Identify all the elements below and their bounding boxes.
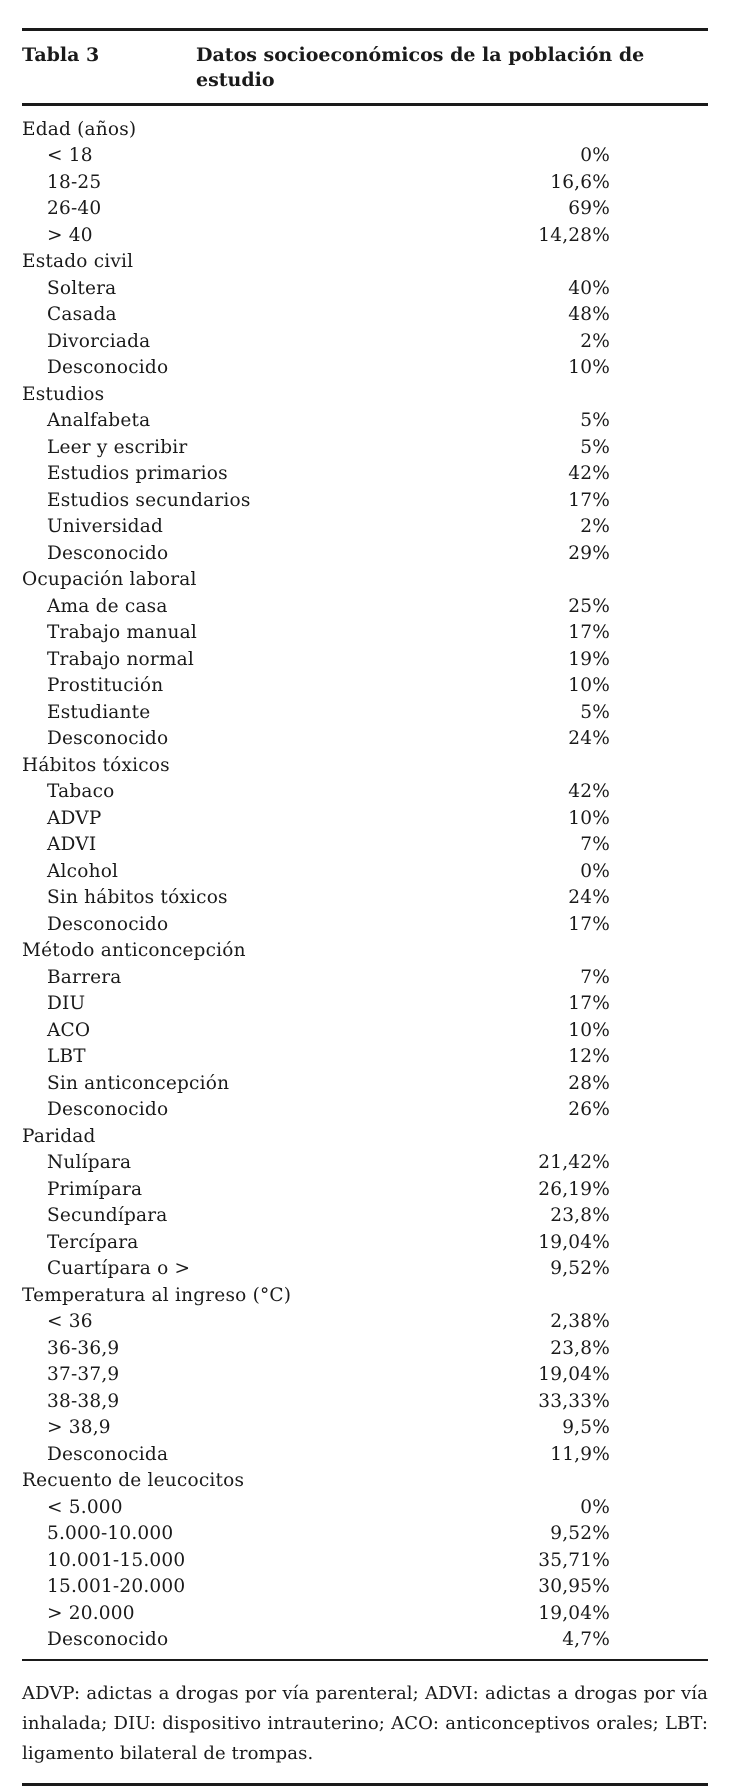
row-value: 16,6%	[550, 171, 610, 193]
row-label: > 40	[47, 224, 93, 246]
group-label: Estado civil	[22, 251, 134, 273]
row-label: Trabajo normal	[47, 648, 195, 670]
table-row	[22, 1309, 708, 1336]
row-label: 37-37,9	[47, 1364, 120, 1386]
table-row	[22, 805, 708, 832]
row-value: 17%	[568, 489, 610, 511]
row-label: Soltera	[47, 277, 117, 299]
table-row	[22, 1203, 708, 1230]
bottom-rule	[22, 1783, 708, 1786]
row-value: 40%	[568, 277, 610, 299]
table-row	[22, 169, 708, 196]
table-row	[22, 1388, 708, 1415]
table-row	[22, 1494, 708, 1521]
group-heading	[22, 938, 708, 965]
group-heading	[22, 567, 708, 594]
row-label: ACO	[47, 1019, 91, 1041]
row-value: 0%	[580, 860, 610, 882]
table-row	[22, 540, 708, 567]
row-label: 15.001-20.000	[47, 1576, 186, 1598]
table-row	[22, 434, 708, 461]
row-value: 29%	[568, 542, 610, 564]
group-heading	[22, 1282, 708, 1309]
row-label: Universidad	[47, 516, 163, 538]
group-label: Estudios	[22, 383, 105, 405]
row-label: > 38,9	[47, 1417, 111, 1439]
row-label: 5.000-10.000	[47, 1523, 174, 1545]
row-value: 23,8%	[550, 1337, 610, 1359]
row-value: 42%	[568, 781, 610, 803]
table-row	[22, 1627, 708, 1654]
row-value: 19,04%	[538, 1364, 610, 1386]
table-container	[22, 28, 708, 1786]
table-body	[22, 106, 708, 1659]
row-value: 4,7%	[562, 1629, 610, 1651]
row-label: Desconocido	[47, 542, 169, 564]
row-value: 7%	[580, 966, 610, 988]
group-label: Ocupación laboral	[22, 569, 197, 591]
row-value: 26,19%	[538, 1178, 610, 1200]
table-row	[22, 1176, 708, 1203]
row-label: Divorciada	[47, 330, 151, 352]
row-label: Desconocido	[47, 1629, 169, 1651]
row-label: Alcohol	[47, 860, 119, 882]
group-label: Edad (años)	[22, 118, 137, 140]
table-row	[22, 620, 708, 647]
row-value: 17%	[568, 622, 610, 644]
row-label: Analfabeta	[47, 410, 151, 432]
table-row	[22, 514, 708, 541]
table-row	[22, 911, 708, 938]
row-label: Casada	[47, 304, 117, 326]
row-label: Leer y escribir	[47, 436, 188, 458]
row-value: 0%	[580, 145, 610, 167]
table-row	[22, 991, 708, 1018]
table-row	[22, 487, 708, 514]
row-value: 25%	[568, 595, 610, 617]
table-row	[22, 1044, 708, 1071]
row-value: 10%	[568, 675, 610, 697]
table-row	[22, 1017, 708, 1044]
row-label: < 18	[47, 145, 93, 167]
table-row	[22, 1256, 708, 1283]
row-label: Estudios secundarios	[47, 489, 251, 511]
row-value: 26%	[568, 1099, 610, 1121]
row-label: 18-25	[47, 171, 102, 193]
table-title: Datos socioeconómicos de la población de estudio	[196, 44, 645, 91]
row-label: Desconocida	[47, 1443, 169, 1465]
group-label: Recuento de leucocitos	[22, 1470, 245, 1492]
group-heading	[22, 1123, 708, 1150]
group-label: Temperatura al ingreso (°C)	[22, 1284, 292, 1306]
row-value: 19,04%	[538, 1231, 610, 1253]
row-label: Tabaco	[47, 781, 115, 803]
row-value: 48%	[568, 304, 610, 326]
table-row	[22, 1229, 708, 1256]
row-value: 11,9%	[550, 1443, 610, 1465]
table-row	[22, 646, 708, 673]
row-value: 2%	[580, 516, 610, 538]
row-value: 23,8%	[550, 1205, 610, 1227]
table-footnote: ADVP: adictas a drogas por vía parenteral; ADVI: adictas a drogas por vía inhalada; DIU: dispositivo intrauterino; ACO: anticonceptivos orales; LBT: ligamento bilateral de trompas.	[22, 1683, 708, 1764]
row-label: 26-40	[47, 198, 102, 220]
row-label: 10.001-15.000	[47, 1549, 186, 1571]
table-row	[22, 1150, 708, 1177]
table-row	[22, 222, 708, 249]
table-row	[22, 885, 708, 912]
row-value: 17%	[568, 913, 610, 935]
row-label: ADVI	[47, 834, 97, 856]
row-value: 30,95%	[538, 1576, 610, 1598]
table-row	[22, 1362, 708, 1389]
row-label: Estudiante	[47, 701, 151, 723]
row-label: Estudios primarios	[47, 463, 228, 485]
table-row	[22, 726, 708, 753]
row-label: Tercípara	[47, 1231, 139, 1253]
row-value: 9,5%	[562, 1417, 610, 1439]
table-row	[22, 1415, 708, 1442]
row-value: 10%	[568, 1019, 610, 1041]
row-label: Nulípara	[47, 1152, 132, 1174]
row-label: Secundípara	[47, 1205, 168, 1227]
row-label: Desconocido	[47, 728, 169, 750]
row-value: 69%	[568, 198, 610, 220]
row-value: 2,38%	[550, 1311, 610, 1333]
table-row	[22, 593, 708, 620]
table-row	[22, 143, 708, 170]
row-value: 2%	[580, 330, 610, 352]
row-label: LBT	[47, 1046, 86, 1068]
row-label: < 5.000	[47, 1496, 123, 1518]
table-label: Tabla 3	[22, 44, 100, 66]
row-label: 36-36,9	[47, 1337, 120, 1359]
row-label: Primípara	[47, 1178, 143, 1200]
row-label: 38-38,9	[47, 1390, 120, 1412]
row-value: 9,52%	[550, 1258, 610, 1280]
row-value: 24%	[568, 887, 610, 909]
table-row	[22, 302, 708, 329]
table-row	[22, 1441, 708, 1468]
row-value: 24%	[568, 728, 610, 750]
table-row	[22, 858, 708, 885]
row-label: DIU	[47, 993, 86, 1015]
row-label: Desconocido	[47, 913, 169, 935]
table-row	[22, 673, 708, 700]
table-row	[22, 355, 708, 382]
row-value: 12%	[568, 1046, 610, 1068]
row-label: > 20.000	[47, 1602, 135, 1624]
table-row	[22, 1600, 708, 1627]
table-row	[22, 1097, 708, 1124]
group-heading	[22, 381, 708, 408]
table-row	[22, 408, 708, 435]
row-label: Desconocido	[47, 1099, 169, 1121]
row-label: Prostitución	[47, 675, 164, 697]
table-row	[22, 461, 708, 488]
group-heading	[22, 116, 708, 143]
group-label: Método anticoncepción	[22, 940, 246, 962]
row-label: Barrera	[47, 966, 122, 988]
row-value: 5%	[580, 701, 610, 723]
table-row	[22, 1547, 708, 1574]
table-row	[22, 196, 708, 223]
group-heading	[22, 249, 708, 276]
row-label: < 36	[47, 1311, 93, 1333]
row-label: Sin hábitos tóxicos	[47, 887, 228, 909]
row-value: 19%	[568, 648, 610, 670]
row-label: Trabajo manual	[47, 622, 197, 644]
group-heading	[22, 752, 708, 779]
row-value: 19,04%	[538, 1602, 610, 1624]
row-value: 21,42%	[538, 1152, 610, 1174]
row-value: 33,33%	[538, 1390, 610, 1412]
table-row	[22, 328, 708, 355]
table-row	[22, 275, 708, 302]
row-value: 42%	[568, 463, 610, 485]
table-row	[22, 779, 708, 806]
table-row	[22, 832, 708, 859]
table-row	[22, 1070, 708, 1097]
row-value: 14,28%	[538, 224, 610, 246]
row-value: 9,52%	[550, 1523, 610, 1545]
table-header	[22, 31, 708, 103]
row-value: 17%	[568, 993, 610, 1015]
group-label: Hábitos tóxicos	[22, 754, 170, 776]
row-label: Sin anticoncepción	[47, 1072, 230, 1094]
table-row	[22, 1521, 708, 1548]
row-value: 10%	[568, 807, 610, 829]
group-label: Paridad	[22, 1125, 96, 1147]
row-value: 7%	[580, 834, 610, 856]
table-row	[22, 699, 708, 726]
table-row	[22, 964, 708, 991]
row-value: 10%	[568, 357, 610, 379]
row-label: Desconocido	[47, 357, 169, 379]
row-value: 28%	[568, 1072, 610, 1094]
row-label: Cuartípara o >	[47, 1258, 191, 1280]
row-value: 5%	[580, 410, 610, 432]
table-row	[22, 1574, 708, 1601]
group-heading	[22, 1468, 708, 1495]
row-value: 0%	[580, 1496, 610, 1518]
row-value: 5%	[580, 436, 610, 458]
row-label: ADVP	[47, 807, 102, 829]
table-row	[22, 1335, 708, 1362]
row-label: Ama de casa	[47, 595, 168, 617]
row-value: 35,71%	[538, 1549, 610, 1571]
